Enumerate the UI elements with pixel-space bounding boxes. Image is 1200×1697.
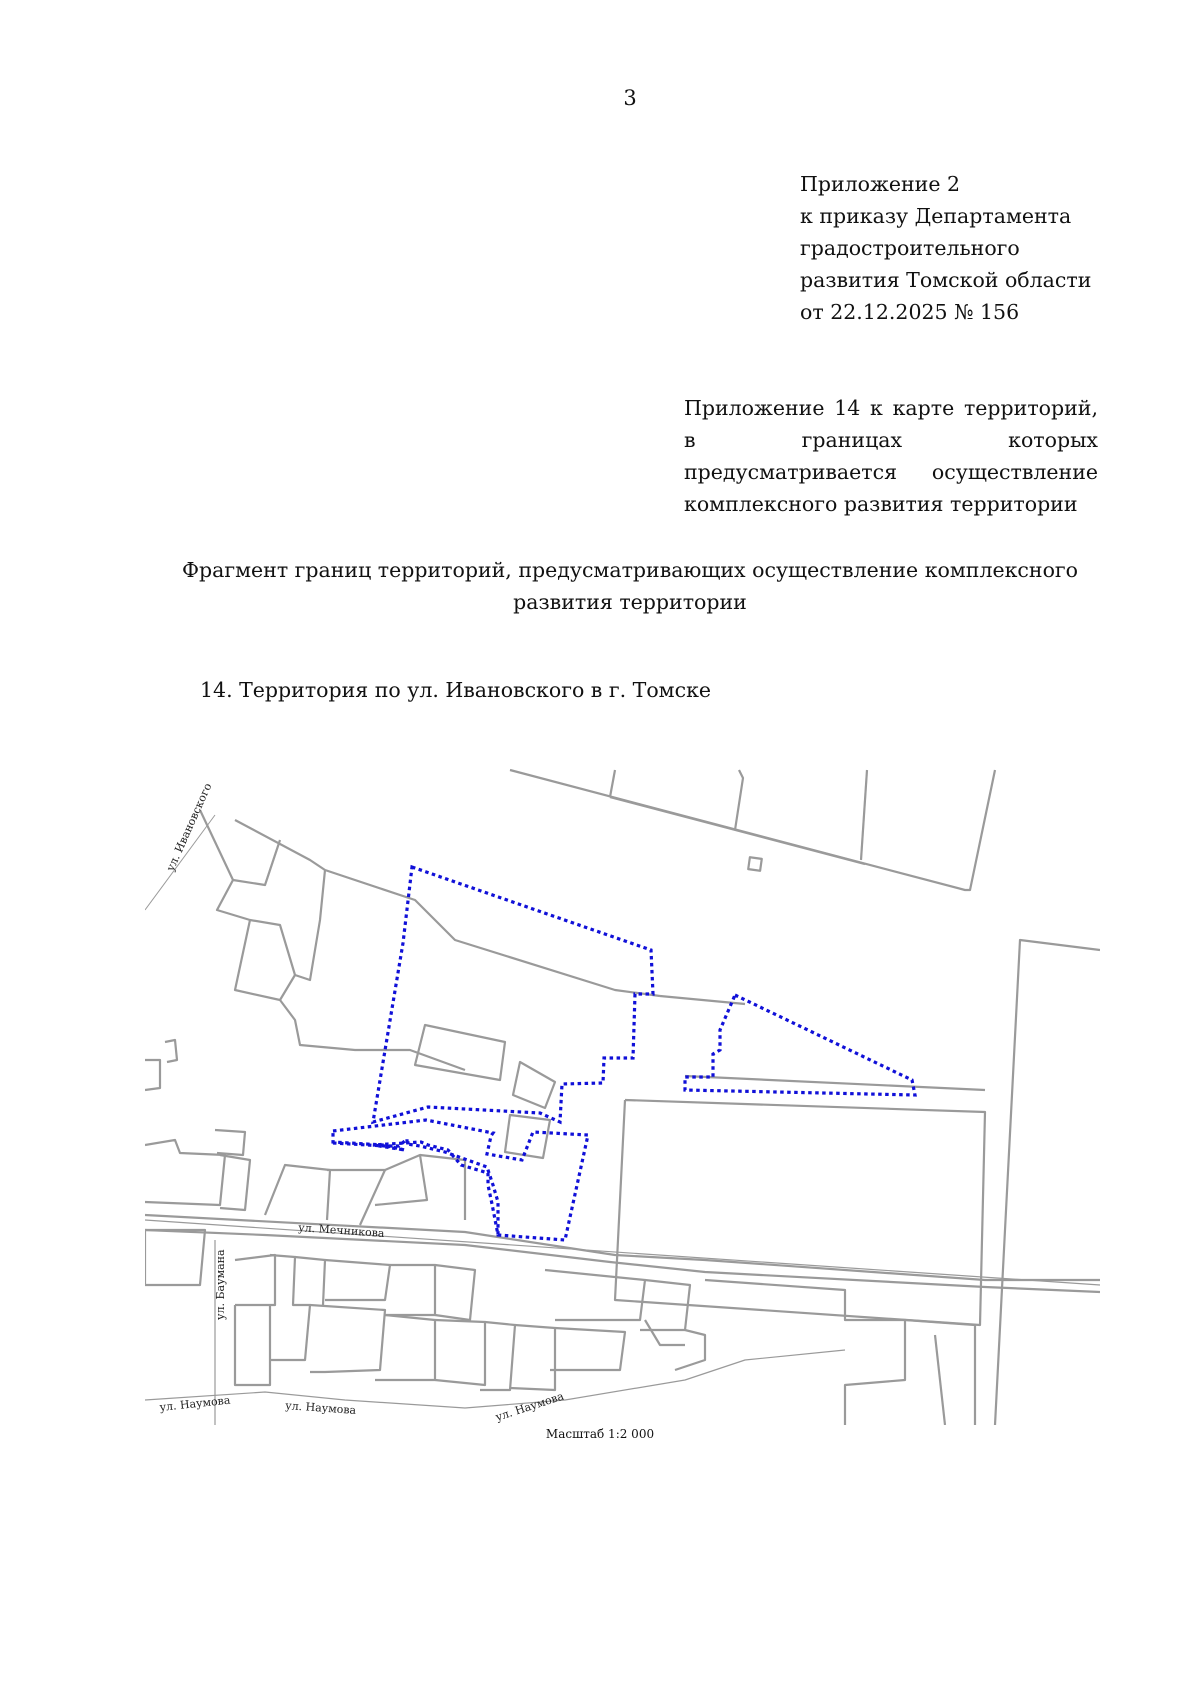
street-label-ivanovskogo: ул. Ивановского bbox=[163, 781, 215, 874]
appendix-header-line: к приказу Департамента bbox=[800, 204, 1072, 228]
appendix-header-line: градостроительного bbox=[800, 236, 1020, 260]
appendix-header-line: развития Томской области bbox=[800, 268, 1092, 292]
street-label-naumova: ул. Наумова bbox=[284, 1399, 357, 1417]
section-heading: 14. Территория по ул. Ивановского в г. Томске bbox=[200, 678, 712, 702]
appendix-header-line: от 22.12.2025 № 156 bbox=[800, 300, 1020, 324]
page-number: 3 bbox=[623, 86, 637, 110]
appendix-subheader: Приложение 14 к карте территорий, в границах которых предусматривается осуществление комплексного развития территории bbox=[684, 396, 1098, 516]
appendix-header-line: Приложение 2 bbox=[800, 172, 961, 196]
territory-map-svg bbox=[145, 760, 1100, 1425]
document-title: Фрагмент границ территорий, предусматривающих осуществление комплексного развития территории bbox=[181, 558, 1078, 614]
map-scale: Масштаб 1:2 000 bbox=[545, 1427, 655, 1441]
street-label-baumana: ул. Баумана bbox=[214, 1249, 227, 1320]
street-label-naumova: ул. Наумова bbox=[158, 1393, 231, 1414]
parcel-lines bbox=[145, 770, 1100, 1425]
territory-map bbox=[145, 760, 1100, 1425]
appendix-header bbox=[800, 168, 1140, 328]
street-label-mechnikova: ул. Мечникова bbox=[297, 1221, 385, 1241]
street-label-naumova: ул. Наумова bbox=[493, 1389, 566, 1424]
